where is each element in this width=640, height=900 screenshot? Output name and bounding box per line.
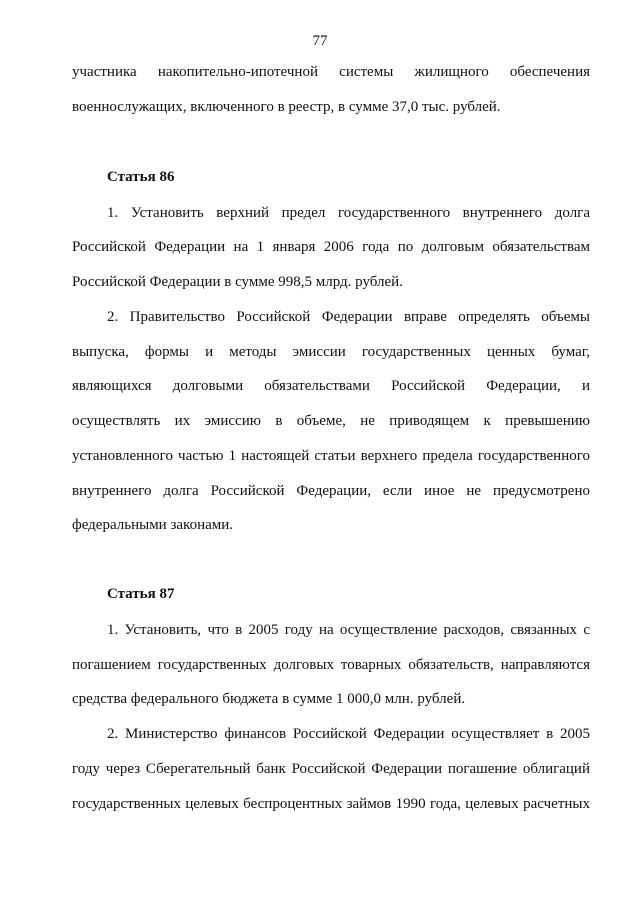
paragraph-line: 1. Установить верхний предел государственного внутреннего долга [107,205,590,221]
paragraph-line: осуществлять их эмиссию в объеме, не приводящем к превышению [72,413,590,429]
paragraph-line: участника накопительно-ипотечной системы жилищного обеспечения [72,64,590,80]
paragraph-line: Российской Федерации в сумме 998,5 млрд. рублей. [72,274,403,290]
paragraph-line: средства федерального бюджета в сумме 1 000,0 млн. рублей. [72,691,466,707]
paragraph-line: 2. Правительство Российской Федерации вправе определять объемы [107,309,590,325]
paragraph-line: являющихся долговыми обязательствами Российской Федерации, и [72,378,590,394]
paragraph-line: внутреннего долга Российской Федерации, если иное не предусмотрено [72,483,590,499]
paragraph-line: выпуска, формы и методы эмиссии государственных ценных бумаг, [72,344,590,360]
article-86-heading: Статья 86 [107,169,175,185]
paragraph-line: установленного частью 1 настоящей статьи верхнего предела государственного [72,448,590,464]
page-number: 77 [312,33,328,49]
paragraph-line: федеральными законами. [72,517,234,533]
article-87-heading: Статья 87 [107,586,175,602]
paragraph-line: году через Сберегательный банк Российской Федерации погашение облигаций [72,761,590,777]
paragraph-line: государственных целевых беспроцентных займов 1990 года, целевых расчетных [72,796,590,812]
paragraph-line: Российской Федерации на 1 января 2006 года по долговым обязательствам [72,239,590,255]
paragraph-line: военнослужащих, включенного в реестр, в сумме 37,0 тыс. рублей. [72,99,501,115]
paragraph-line: 2. Министерство финансов Российской Федерации осуществляет в 2005 [107,726,590,742]
paragraph-line: погашением государственных долговых товарных обязательств, направляются [72,657,590,673]
paragraph-line: 1. Установить, что в 2005 году на осуществление расходов, связанных с [107,622,590,638]
